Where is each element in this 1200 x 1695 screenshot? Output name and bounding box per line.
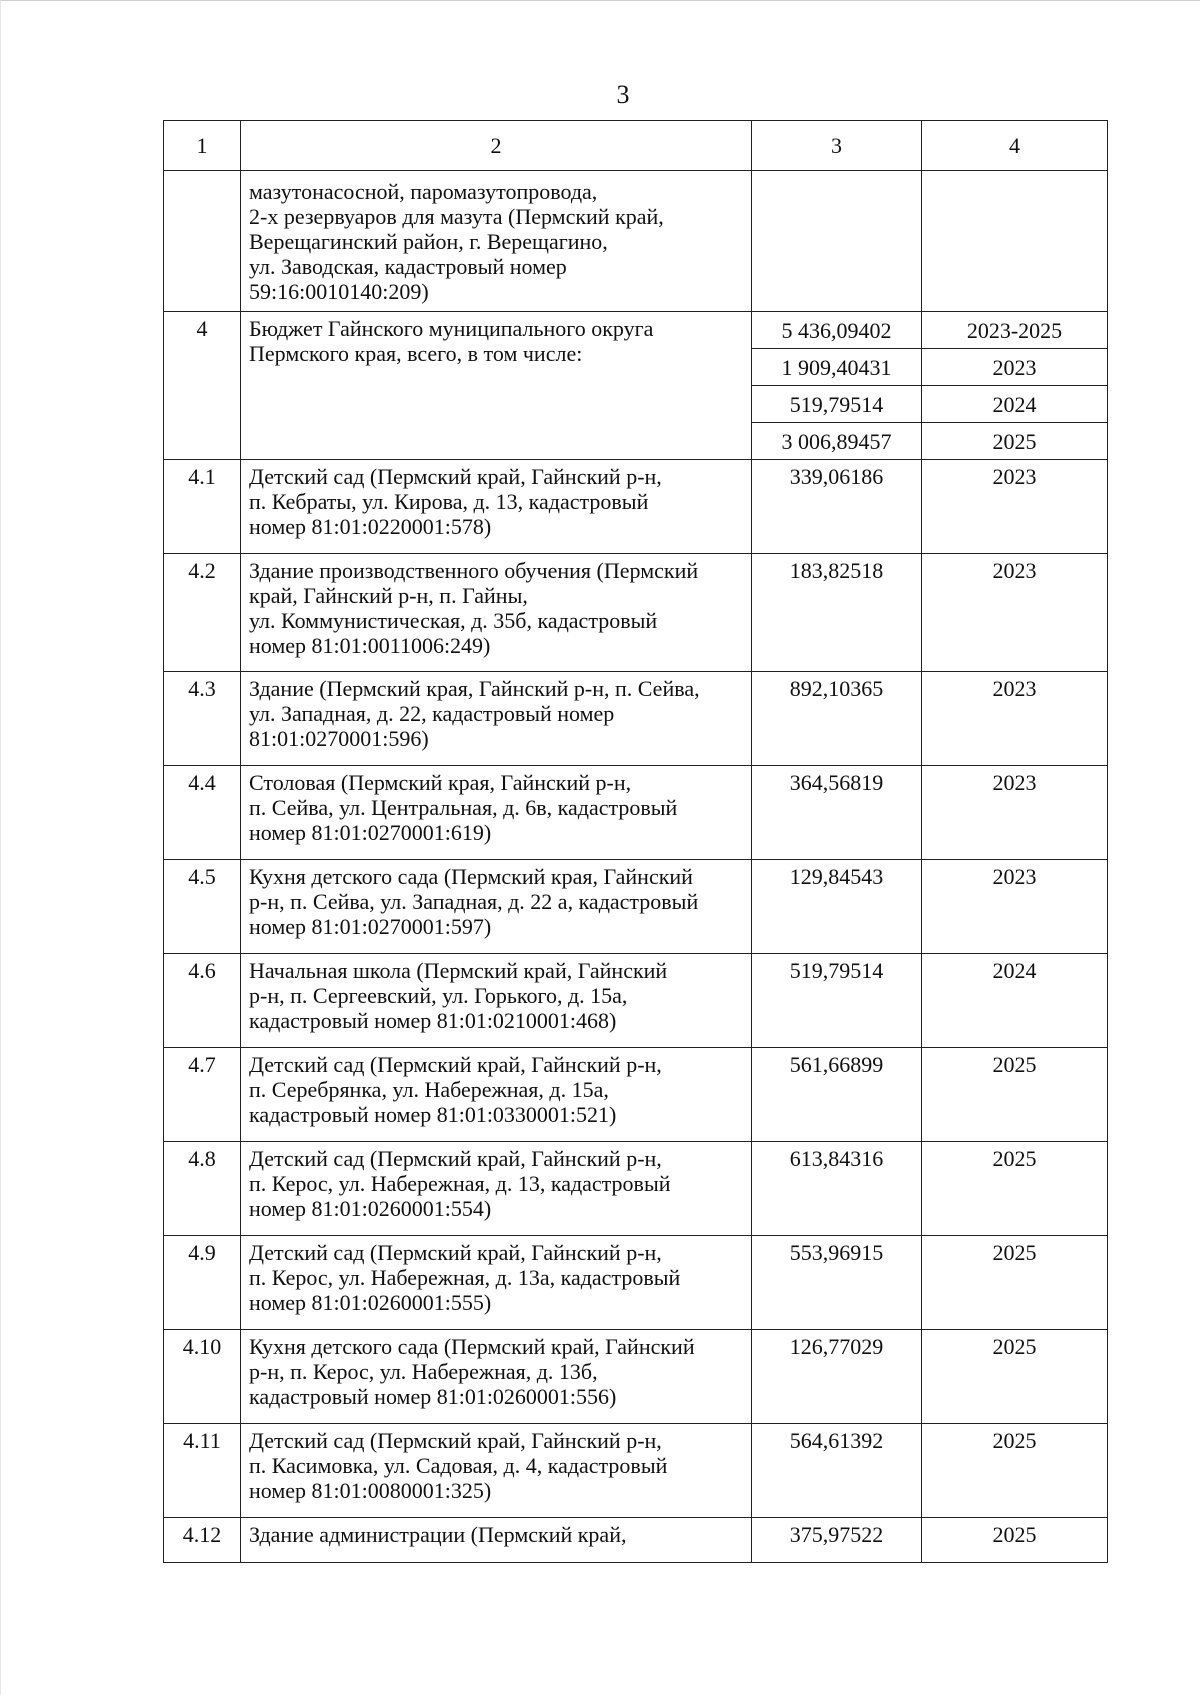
row-num: 4.12 <box>164 1518 241 1563</box>
row-amount: 129,84543 <box>752 860 922 954</box>
header-col-4: 4 <box>922 121 1108 171</box>
header-col-1: 1 <box>164 121 241 171</box>
row-num: 4.10 <box>164 1330 241 1424</box>
budget-year: 2023 <box>922 349 1108 386</box>
row-name: Здание (Пермский края, Гайнский р-н, п. Сейва, ул. Западная, д. 22, кадастровый номер 81:01:0270001:596) <box>241 672 752 766</box>
row-year: 2025 <box>922 1236 1108 1330</box>
row-amount: 364,56819 <box>752 766 922 860</box>
row-amount: 126,77029 <box>752 1330 922 1424</box>
budget-year-amount: 519,79514 <box>752 386 922 423</box>
budget-year-amount: 3 006,89457 <box>752 423 922 460</box>
row-year: 2025 <box>922 1424 1108 1518</box>
table-row <box>164 766 1108 860</box>
row-num: 4.11 <box>164 1424 241 1518</box>
row-amount: 183,82518 <box>752 554 922 672</box>
table-row <box>164 460 1108 554</box>
table-header-row <box>164 121 1108 171</box>
row-num: 4.8 <box>164 1142 241 1236</box>
budget-year-amount: 1 909,40431 <box>752 349 922 386</box>
budget-total-period: 2023-2025 <box>922 312 1108 349</box>
row-year: 2025 <box>922 1518 1108 1563</box>
row-name: Детский сад (Пермский край, Гайнский р-н, п. Керос, ул. Набережная, д. 13, кадастровый номер 81:01:0260001:554) <box>241 1142 752 1236</box>
continuation-year <box>922 171 1108 312</box>
header-col-2: 2 <box>241 121 752 171</box>
table-body <box>164 121 1108 1563</box>
row-num: 4.3 <box>164 672 241 766</box>
row-year: 2023 <box>922 672 1108 766</box>
table-row <box>164 954 1108 1048</box>
header-col-3: 3 <box>752 121 922 171</box>
row-name: Кухня детского сада (Пермский край, Гайнский р-н, п. Керос, ул. Набережная, д. 13б, кадастровый номер 81:01:0260001:556) <box>241 1330 752 1424</box>
row-year: 2023 <box>922 860 1108 954</box>
row-num: 4.7 <box>164 1048 241 1142</box>
row-name: Детский сад (Пермский край, Гайнский р-н, п. Керос, ул. Набережная, д. 13а, кадастровый номер 81:01:0260001:555) <box>241 1236 752 1330</box>
budget-name: Бюджет Гайнского муниципального округа Пермского края, всего, в том числе: <box>241 312 752 460</box>
row-amount: 375,97522 <box>752 1518 922 1563</box>
row-amount: 339,06186 <box>752 460 922 554</box>
table-row <box>164 1424 1108 1518</box>
row-year: 2023 <box>922 766 1108 860</box>
budget-year: 2024 <box>922 386 1108 423</box>
row-num: 4.5 <box>164 860 241 954</box>
allocation-table <box>163 120 1108 1563</box>
table-row <box>164 554 1108 672</box>
row-amount: 553,96915 <box>752 1236 922 1330</box>
row-num: 4.9 <box>164 1236 241 1330</box>
row-name: Кухня детского сада (Пермский края, Гайнский р-н, п. Сейва, ул. Западная, д. 22 а, кадастровый номер 81:01:0270001:597) <box>241 860 752 954</box>
row-year: 2025 <box>922 1048 1108 1142</box>
page-number: 3 <box>616 80 630 109</box>
row-num: 4.4 <box>164 766 241 860</box>
row-num: 4.1 <box>164 460 241 554</box>
table-row <box>164 860 1108 954</box>
row-name: Начальная школа (Пермский край, Гайнский р-н, п. Сергеевский, ул. Горького, д. 15а, кадастровый номер 81:01:0210001:468) <box>241 954 752 1048</box>
continuation-text: мазутонасосной, паромазутопровода, 2-х резервуаров для мазута (Пермский край, Верещагинский район, г. Верещагино, ул. Заводская, кадастровый номер 59:16:0010140:209) <box>241 171 752 312</box>
continuation-row <box>164 171 1108 312</box>
row-name: Детский сад (Пермский край, Гайнский р-н, п. Серебрянка, ул. Набережная, д. 15а, кадастровый номер 81:01:0330001:521) <box>241 1048 752 1142</box>
row-name: Детский сад (Пермский край, Гайнский р-н, п. Касимовка, ул. Садовая, д. 4, кадастровый номер 81:01:0080001:325) <box>241 1424 752 1518</box>
row-year: 2023 <box>922 554 1108 672</box>
budget-row <box>164 312 1108 349</box>
row-year: 2023 <box>922 460 1108 554</box>
row-name: Столовая (Пермский края, Гайнский р-н, п. Сейва, ул. Центральная, д. 6в, кадастровый номер 81:01:0270001:619) <box>241 766 752 860</box>
row-amount: 561,66899 <box>752 1048 922 1142</box>
table-row <box>164 1142 1108 1236</box>
row-amount: 892,10365 <box>752 672 922 766</box>
budget-num: 4 <box>164 312 241 460</box>
table-row <box>164 1330 1108 1424</box>
row-amount: 519,79514 <box>752 954 922 1048</box>
row-amount: 564,61392 <box>752 1424 922 1518</box>
row-year: 2024 <box>922 954 1108 1048</box>
row-name: Здание производственного обучения (Пермский край, Гайнский р-н, п. Гайны, ул. Коммунистическая, д. 35б, кадастровый номер 81:01:0011006:249) <box>241 554 752 672</box>
table-row <box>164 1518 1108 1563</box>
table-row <box>164 1048 1108 1142</box>
table-row <box>164 1236 1108 1330</box>
row-amount: 613,84316 <box>752 1142 922 1236</box>
row-year: 2025 <box>922 1330 1108 1424</box>
budget-year: 2025 <box>922 423 1108 460</box>
table-row <box>164 672 1108 766</box>
row-year: 2025 <box>922 1142 1108 1236</box>
row-name: Детский сад (Пермский край, Гайнский р-н, п. Кебраты, ул. Кирова, д. 13, кадастровый номер 81:01:0220001:578) <box>241 460 752 554</box>
continuation-amount <box>752 171 922 312</box>
row-num: 4.2 <box>164 554 241 672</box>
budget-total-amount: 5 436,09402 <box>752 312 922 349</box>
row-name: Здание администрации (Пермский край, <box>241 1518 752 1563</box>
row-num: 4.6 <box>164 954 241 1048</box>
continuation-num <box>164 171 241 312</box>
